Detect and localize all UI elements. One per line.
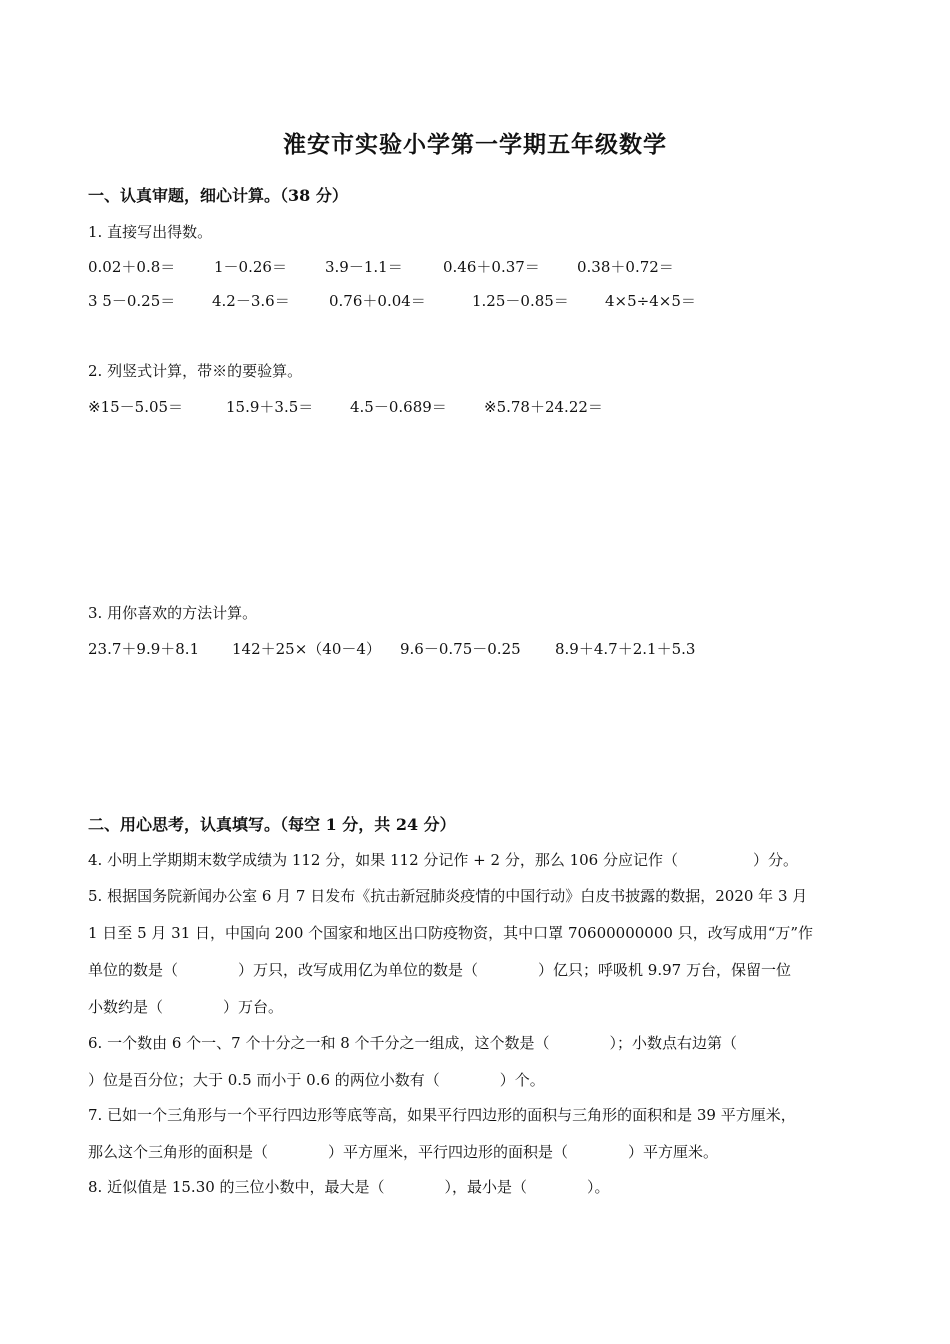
problem: 0.46＋0.37＝	[443, 258, 540, 276]
question-7-line-1: 7. 已如一个三角形与一个平行四边形等底等高，如果平行四边形的面积与三角形的面积和是 39 平方厘米，	[88, 1106, 796, 1124]
question-5-line-1: 5. 根据国务院新闻办公室 6 月 7 日发布《抗击新冠肺炎疫情的中国行动》白皮书披露的数据，2020 年 3 月	[88, 887, 808, 905]
question-1-label: 1. 直接写出得数。	[88, 223, 213, 241]
question-5-line-2: 1 日至 5 月 31 日，中国向 200 个国家和地区出口防疫物资，其中口罩 70600000000 只，改写成用“万”作	[88, 924, 814, 942]
problem: 9.6－0.75－0.25	[400, 640, 521, 658]
problem: 23.7＋9.9＋8.1	[88, 640, 200, 658]
section-1-heading: 一、认真审题，细心计算。（38 分）	[88, 186, 348, 205]
problem: 1.25－0.85＝	[472, 292, 569, 310]
question-6-line-2: ）位是百分位；大于 0.5 而小于 0.6 的两位小数有（ ）个。	[88, 1071, 545, 1089]
problem: 4.2－3.6＝	[212, 292, 290, 310]
question-5-line-4: 小数约是（ ）万台。	[88, 998, 284, 1016]
problem: 4.5－0.689＝	[350, 398, 447, 416]
problem: 142＋25×（40－4）	[232, 640, 381, 658]
problem: 3.9－1.1＝	[325, 258, 403, 276]
question-7-line-2: 那么这个三角形的面积是（ ）平方厘米，平行四边形的面积是（ ）平方厘米。	[88, 1143, 719, 1161]
question-3-label: 3. 用你喜欢的方法计算。	[88, 604, 258, 622]
problem: ※5.78＋24.22＝	[484, 398, 603, 416]
problem: 1－0.26＝	[214, 258, 287, 276]
question-5-line-3: 单位的数是（ ）万只，改写成用亿为单位的数是（ ）亿只；呼吸机 9.97 万台，保留一位	[88, 961, 791, 979]
problem: 0.02＋0.8＝	[88, 258, 176, 276]
question-8: 8. 近似值是 15.30 的三位小数中，最大是（ ），最小是（ ）。	[88, 1178, 610, 1196]
page-title: 淮安市实验小学第一学期五年级数学	[283, 131, 667, 158]
question-2-label: 2. 列竖式计算，带※的要验算。	[88, 362, 303, 380]
section-2-heading: 二、用心思考，认真填写。（每空 1 分，共 24 分）	[88, 815, 456, 834]
question-6-line-1: 6. 一个数由 6 个一、7 个十分之一和 8 个千分之一组成，这个数是（ ）；小数点右边第（	[88, 1034, 738, 1052]
problem: 0.38＋0.72＝	[577, 258, 674, 276]
problem: 4×5÷4×5＝	[605, 292, 696, 310]
question-4: 4. 小明上学期期末数学成绩为 112 分，如果 112 分记作 + 2 分，那么 106 分应记作（ ）分。	[88, 851, 798, 869]
problem: 8.9＋4.7＋2.1＋5.3	[555, 640, 696, 658]
problem: 3 5－0.25＝	[88, 292, 176, 310]
problem: 15.9＋3.5＝	[226, 398, 314, 416]
problem: 0.76＋0.04＝	[329, 292, 426, 310]
problem: ※15－5.05＝	[88, 398, 184, 416]
